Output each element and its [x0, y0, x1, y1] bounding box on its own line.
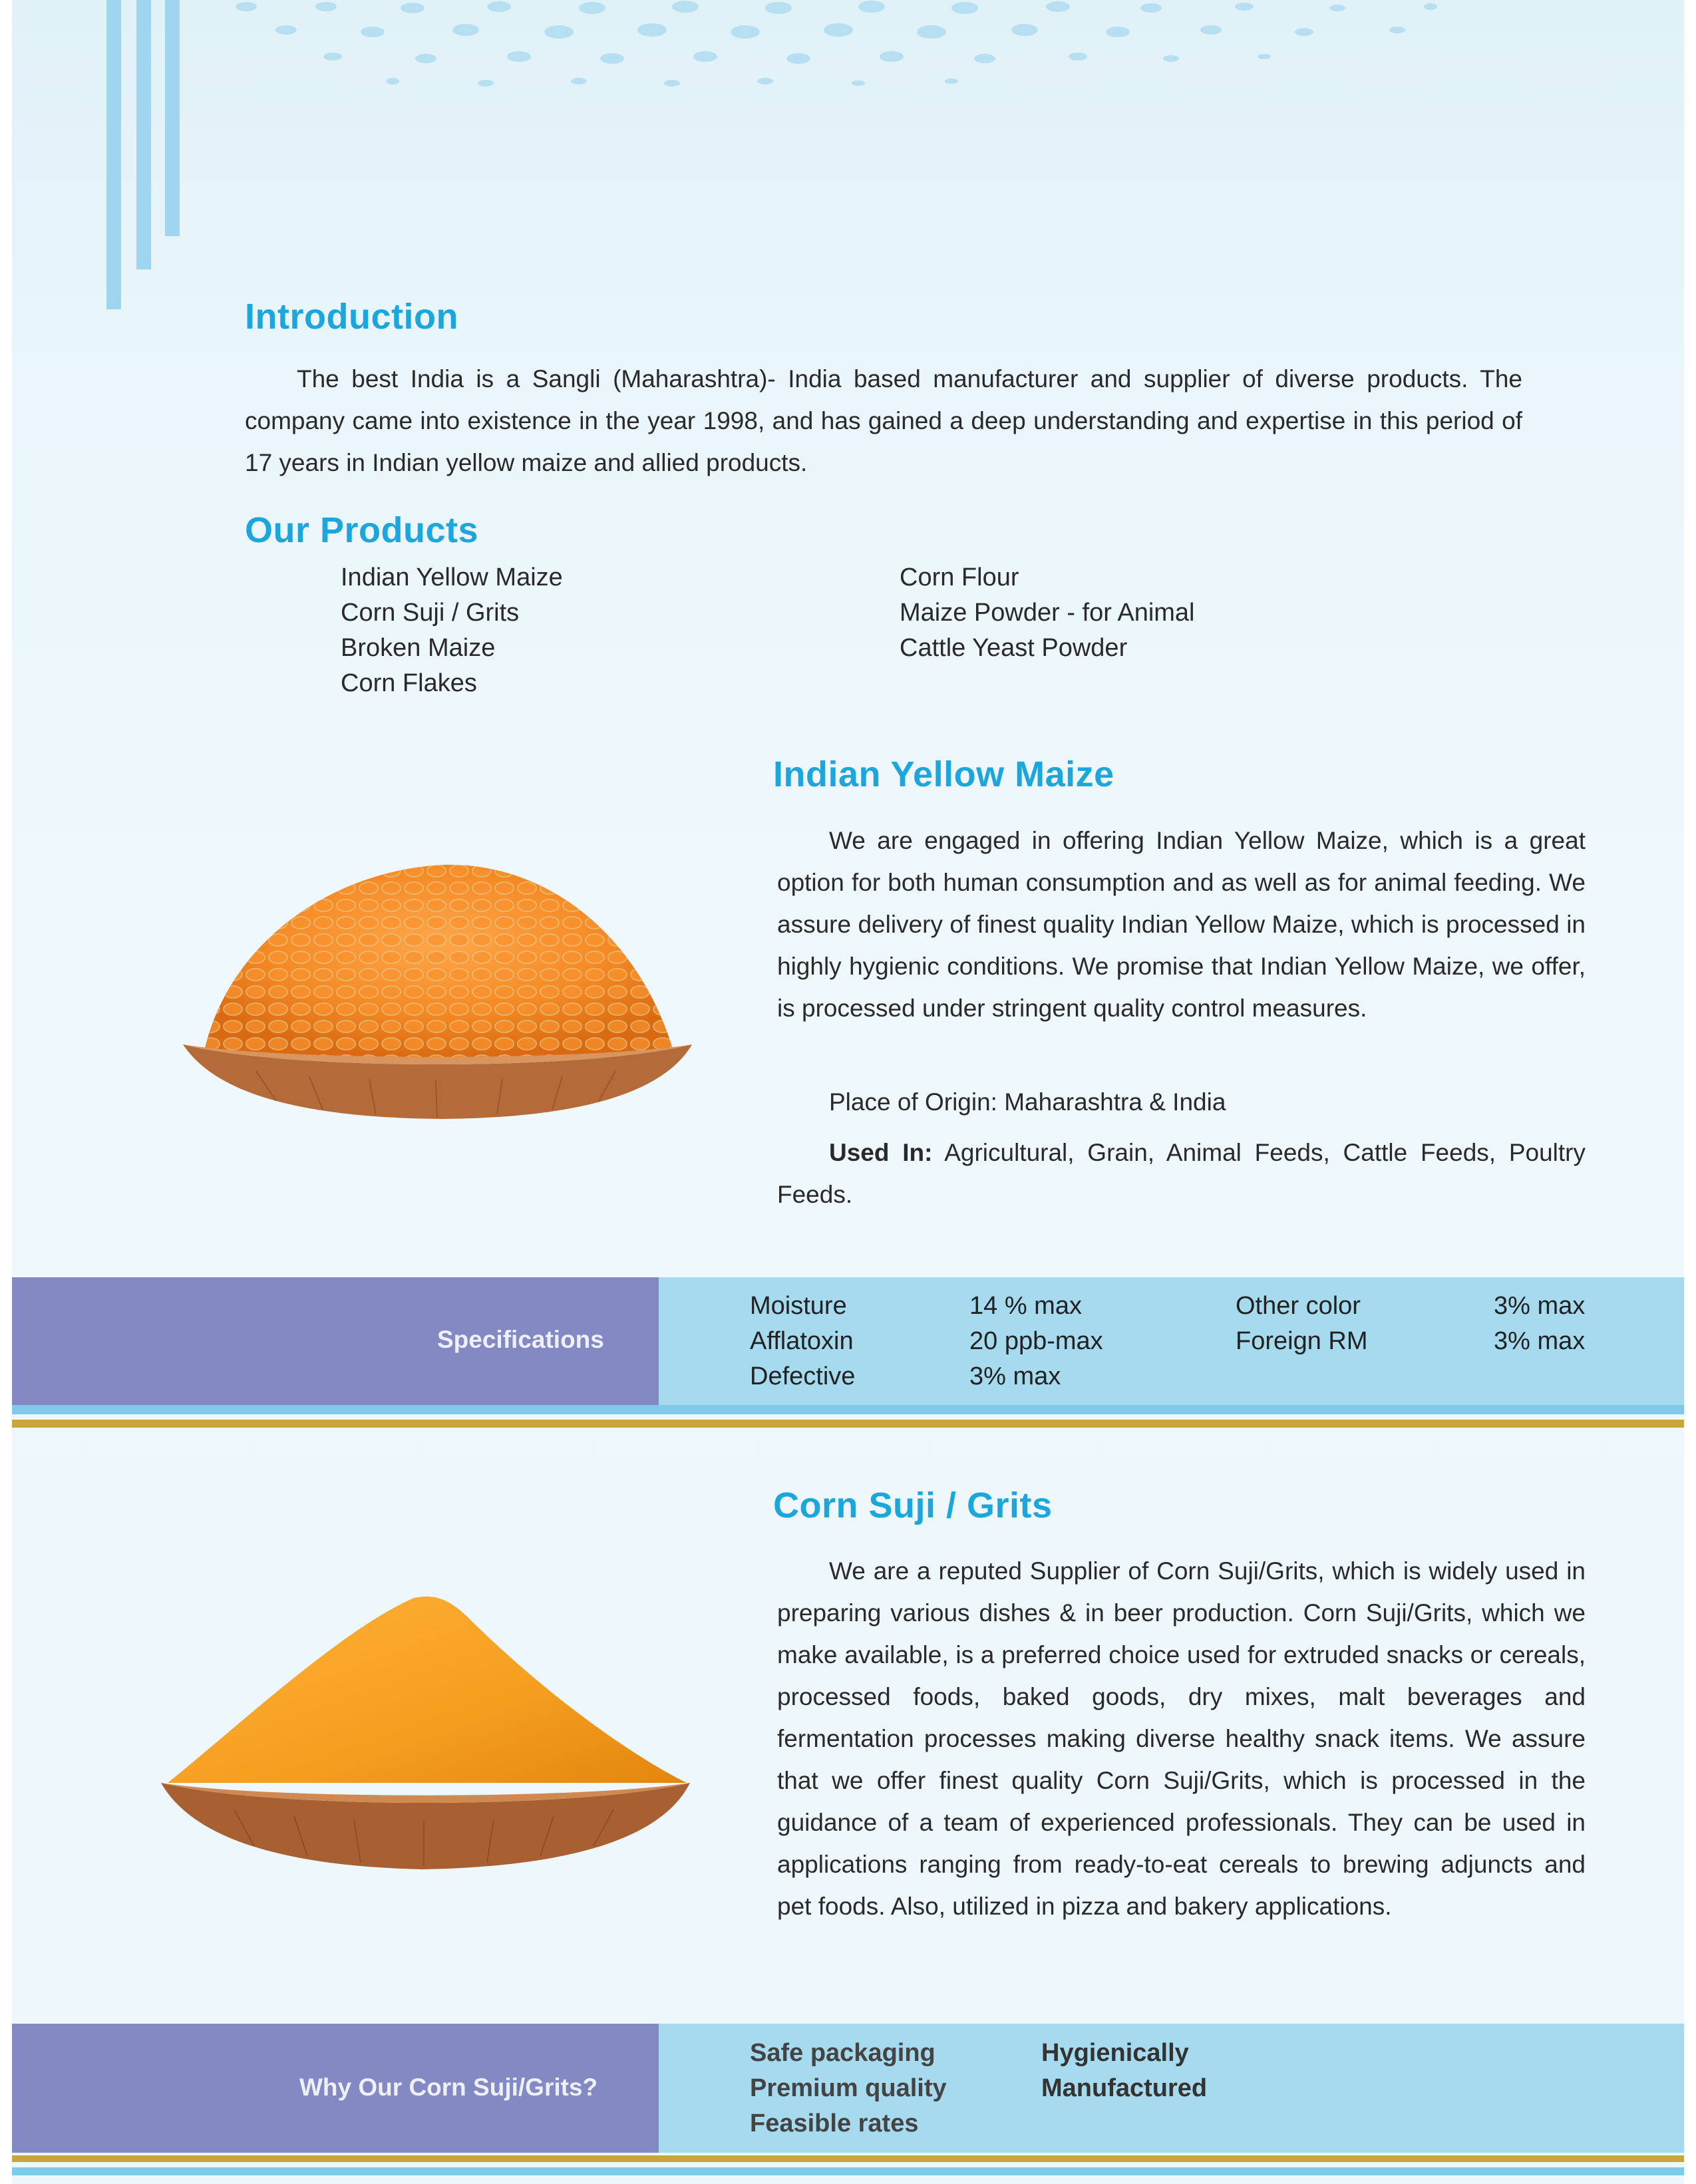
used-in-label: Used In:	[829, 1139, 933, 1166]
product-item: Corn Flakes	[341, 669, 477, 697]
grits-heading: Corn Suji / Grits	[773, 1485, 1053, 1525]
spec-name: Defective	[750, 1362, 856, 1390]
used-in-value: Agricultural, Grain, Animal Feeds, Cattle Feeds, Poultry Feeds.	[777, 1139, 1586, 1208]
spec-name: Moisture	[750, 1292, 847, 1320]
maize-origin: Place of Origin: Maharashtra & India	[829, 1088, 1226, 1116]
why-item: Safe packaging	[750, 2039, 935, 2067]
divider-gold	[12, 1420, 1684, 1428]
spec-value: 20 ppb-max	[969, 1327, 1103, 1355]
spec-value: 3% max	[1494, 1292, 1586, 1320]
why-item: Hygienically	[1041, 2039, 1189, 2067]
maize-used-in	[777, 1132, 1586, 1215]
product-item: Indian Yellow Maize	[341, 563, 563, 591]
product-item: Broken Maize	[341, 634, 496, 662]
footer-blue-line	[12, 2167, 1684, 2175]
maize-text: We are engaged in offering Indian Yellow Maize, which is a great option for both human consumption and as well as for animal feeding. We assure delivery of finest quality Indian Yellow Maize, which is processed in highly hygienic conditions. We promise that Indian Yellow Maize, we offer, is processed under stringent quality control measures.	[777, 827, 1586, 1022]
why-item: Premium quality	[750, 2074, 947, 2102]
spec-value: 3% max	[969, 1362, 1061, 1390]
introduction-heading: Introduction	[245, 297, 458, 337]
product-item: Corn Suji / Grits	[341, 599, 520, 627]
page-edge-left	[0, 0, 12, 2184]
products-list-col1	[341, 560, 563, 701]
products-heading: Our Products	[245, 510, 479, 550]
why-item: Feasible rates	[750, 2109, 919, 2137]
product-item: Corn Flour	[900, 563, 1019, 591]
maize-heading: Indian Yellow Maize	[773, 754, 1114, 794]
footer-gold-line	[12, 2155, 1684, 2162]
spec-value: 14 % max	[969, 1292, 1082, 1320]
introduction-text: The best India is a Sangli (Maharashtra)- India based manufacturer and supplier of diverse products. The company came into existence in the year 1998, and has gained a deep understanding and expertise in this period of 17 years in Indian yellow maize and allied products.	[245, 365, 1522, 476]
why-list-col1	[750, 2036, 947, 2141]
spec-name: Afflatoxin	[750, 1327, 854, 1355]
corn-grits-plate-image	[154, 1590, 693, 1876]
why-item: Manufactured	[1041, 2074, 1208, 2102]
spec-name: Other color	[1236, 1292, 1361, 1320]
specifications-label: Specifications	[437, 1326, 604, 1353]
product-item: Cattle Yeast Powder	[900, 634, 1128, 662]
page-edge-right	[1684, 0, 1696, 2184]
products-list-col2	[900, 560, 1195, 666]
decor-bar	[165, 0, 180, 236]
product-item: Maize Powder - for Animal	[900, 599, 1195, 627]
decor-bar	[136, 0, 151, 269]
spec-name: Foreign RM	[1236, 1327, 1368, 1355]
decor-dots	[220, 0, 1617, 100]
divider-blue	[12, 1405, 1684, 1414]
spec-value: 3% max	[1494, 1327, 1586, 1355]
maize-plate-image	[176, 845, 695, 1124]
why-list-col2	[1041, 2036, 1207, 2106]
grits-text: We are a reputed Supplier of Corn Suji/Grits, which is widely used in preparing various dishes & in beer production. Corn Suji/Grits, which we make available, is a preferred choice used for extruded snacks or cereals, processed foods, baked goods, dry mixes, malt beverages and fermentation processes making diverse healthy snack items. We assure that we offer finest quality Corn Suji/Grits, which is processed in the guidance of a team of experienced professionals. They can be used in applications ranging from ready-to-eat cereals to brewing adjuncts and pet foods. Also, utilized in pizza and bakery applications.	[777, 1557, 1586, 1920]
why-label: Why Our Corn Suji/Grits?	[299, 2074, 598, 2101]
decor-bar	[106, 0, 121, 309]
